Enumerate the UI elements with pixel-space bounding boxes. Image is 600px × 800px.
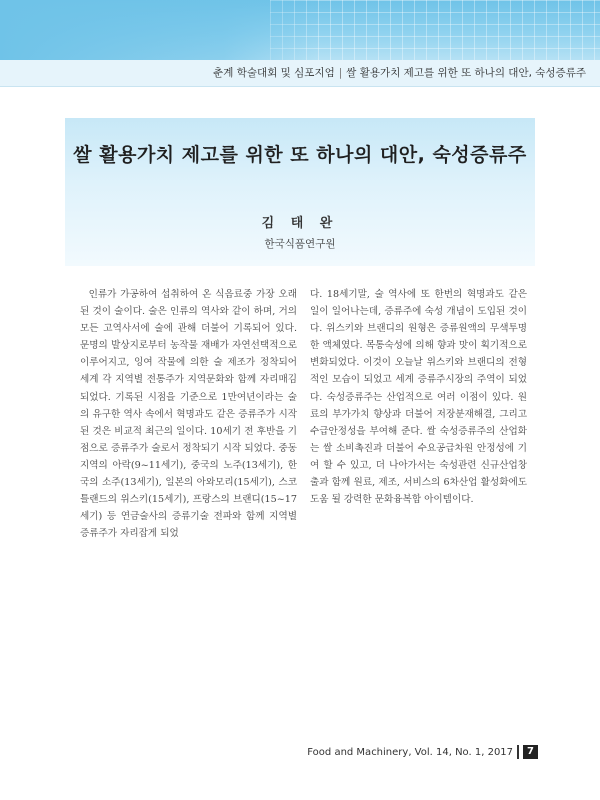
header-separator: | xyxy=(338,67,343,79)
body-column-left xyxy=(80,286,297,542)
journal-citation: Food and Machinery, Vol. 14, No. 1, 2017 xyxy=(307,746,514,758)
body-paragraph-right: 다. 18세기말, 술 역사에 또 한번의 혁명과도 같은 일이 일어나는데, 증류주에 숙성 개념이 도입된 것이다. 위스키와 브랜디의 원형은 증류원액의 무색투명한 액체였다. 목통숙성에 의해 향과 맛이 획기적으로 변화되었다. 이것이 오늘날 위스키와 브랜디의 전형적인 모습이 되었고 세계 증류주시장의 주역이 되었다. 숙성증류주는 산업적으로 여러 이점이 있다. 원료의 부가가치 향상과 더불어 저장분재해결, 그리고 수급안정성을 부여해 준다. 쌀 숙성증류주의 산업화는 쌀 소비촉진과 더불어 수요공급차원 안정성에 기여 할 수 있고, 더 나아가서는 숙성관련 신규산업창출과 함께 원료, 제조, 서비스의 6차산업 활성화에도 도움 될 강력한 문화융복합 아이템이다. xyxy=(310,289,527,506)
band-gradient xyxy=(0,0,320,60)
body-column-right xyxy=(310,286,527,508)
running-header xyxy=(0,60,600,87)
journal-section: 춘계 학술대회 및 심포지엄 xyxy=(213,67,335,79)
article-short-title: 쌀 활용가치 제고를 위한 또 하나의 대안, 숙성증류주 xyxy=(346,67,586,79)
footer-divider xyxy=(517,745,519,759)
author-name: 김 태 완 xyxy=(261,216,339,231)
top-decorative-band xyxy=(0,0,600,60)
running-header-text xyxy=(213,65,586,80)
author-affiliation: 한국식품연구원 xyxy=(264,238,336,250)
page-number: 7 xyxy=(523,745,538,759)
article-title: 쌀 활용가치 제고를 위한 또 하나의 대안, 숙성증류주 xyxy=(73,144,527,166)
body-paragraph-left: 인류가 가공하여 섭취하여 온 식음료중 가장 오래된 것이 술이다. 술은 인류의 역사와 같이 하며, 거의 모든 고역사서에 술에 관해 더불어 기록되어 있다. 문명의 발상지로부터 농작물 재배가 자연선택적으로 이루어지고, 잉여 작물에 의한 술 제조가 정착되어 세계 각 지역별 전통주가 지역문화와 함께 자리매김 되었다. 기록된 시점을 기준으로 1만여년이라는 술의 유구한 역사 속에서 혁명과도 같은 증류주가 시작된 것은 비교적 최근의 일이다. 10세기 전 후반을 기점으로 증류주가 술로서 정착되기 시작 되었다. 중동지역의 아락(9~11세기), 중국의 노주(13세기), 한국의 소주(13세기), 일본의 아와모리(15세기), 스코틀랜드의 위스키(15세기), 프랑스의 브랜디(15~17세기) 등 연금술사의 증류기술 전파와 함께 지역별 증류주가 자리잡게 되었 xyxy=(80,289,297,540)
page-footer xyxy=(307,744,538,760)
